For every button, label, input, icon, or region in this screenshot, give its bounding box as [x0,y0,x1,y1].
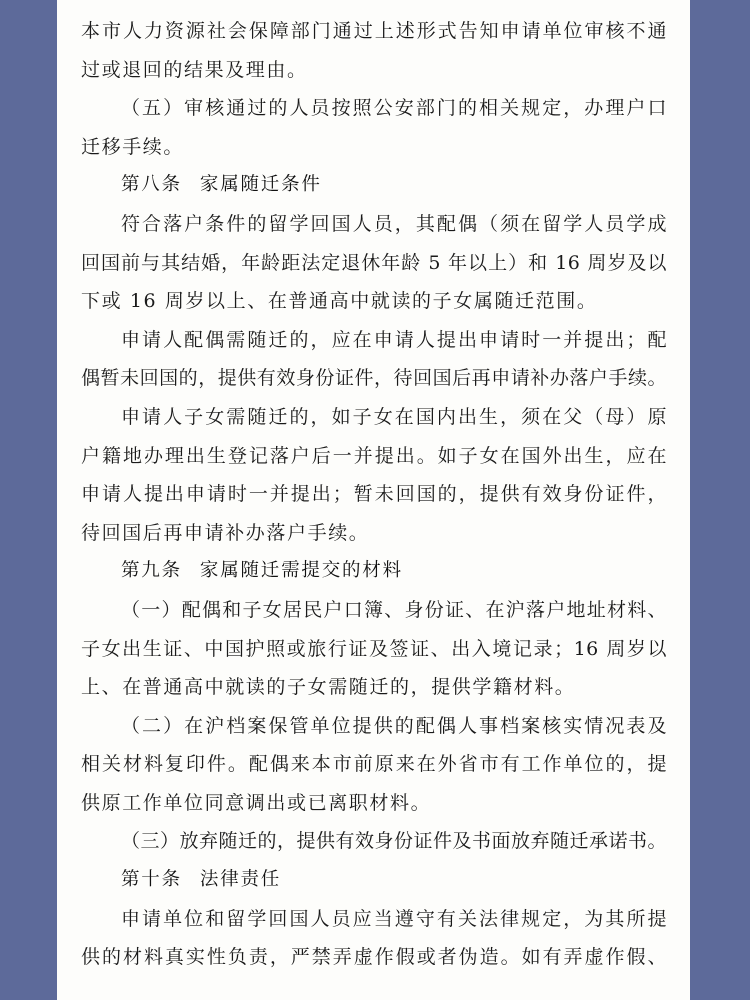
paragraph-line: 迁移手续。 [81,135,185,158]
paragraph-line: （一）配偶和子女居民户口簿、身份证、在沪落户地址材料、 [121,598,667,621]
article-10-heading [81,861,690,900]
paragraph-line: 供的材料真实性负责，严禁弄虚作假或者伪造。如有弄虚作假、 [81,946,667,969]
paragraph-line: 下或 16 周岁以上、在普通高中就读的子女属随迁范围。 [81,290,598,313]
paragraph-line: 申请人提出申请时一并提出；暂未回国的，提供有效身份证件， [81,483,667,506]
article-9-heading [81,552,690,591]
document-page [57,0,690,1000]
paragraph-line: 符合落户条件的留学回国人员，其配偶（须在留学人员学成 [121,212,667,235]
paragraph-line: 相关材料复印件。配偶来本市前原来在外省市有工作单位的，提 [81,753,667,776]
paragraph-line: （二）在沪档案保管单位提供的配偶人事档案核实情况表及 [121,714,667,737]
paragraph-line: 户籍地办理出生登记落户后一并提出。如子女在国外出生，应在 [81,444,667,467]
article-title: 家属随迁条件 [199,174,322,196]
paragraph-line: 申请人配偶需随迁的，应在申请人提出申请时一并提出；配 [121,328,667,351]
paragraph-line: （五）审核通过的人员按照公安部门的相关规定，办理户口 [121,97,667,120]
paragraph-line: 申请单位和留学回国人员应当遵守有关法律规定，为其所提 [121,907,667,930]
article-number: 第九条 [121,560,182,582]
article-number: 第十条 [121,869,182,891]
paragraph-line: 本市人力资源社会保障部门通过上述形式告知申请单位审核不通 [81,20,667,42]
paragraph-line: 供原工作单位同意调出或已离职材料。 [81,791,432,814]
paragraph-line: 回国前与其结婚，年龄距法定退休年龄 5 年以上）和 16 周岁及以 [81,251,667,274]
paragraph-line: 子女出生证、中国护照或旅行证及签证、出入境记录；16 周岁以 [81,637,667,660]
paragraph-line: 待回国后再申请补办落户手续。 [81,521,370,544]
article-8-heading [81,166,690,205]
article-number: 第八条 [121,174,182,196]
paragraph-line: 申请人子女需随迁的，如子女在国内出生，须在父（母）原 [121,405,667,428]
paragraph-line: 上、在普通高中就读的子女需随迁的，提供学籍材料。 [81,676,576,699]
paragraph-line: 过或退回的结果及理由。 [81,58,308,81]
paragraph-line: （三）放弃随迁的，提供有效身份证件及书面放弃随迁承诺书。 [121,830,668,853]
article-title: 家属随迁需提交的材料 [199,560,403,582]
paragraph-line: 偶暂未回国的，提供有效身份证件，待回国后再申请补办落户手续。 [81,367,667,390]
article-title: 法律责任 [199,869,282,891]
